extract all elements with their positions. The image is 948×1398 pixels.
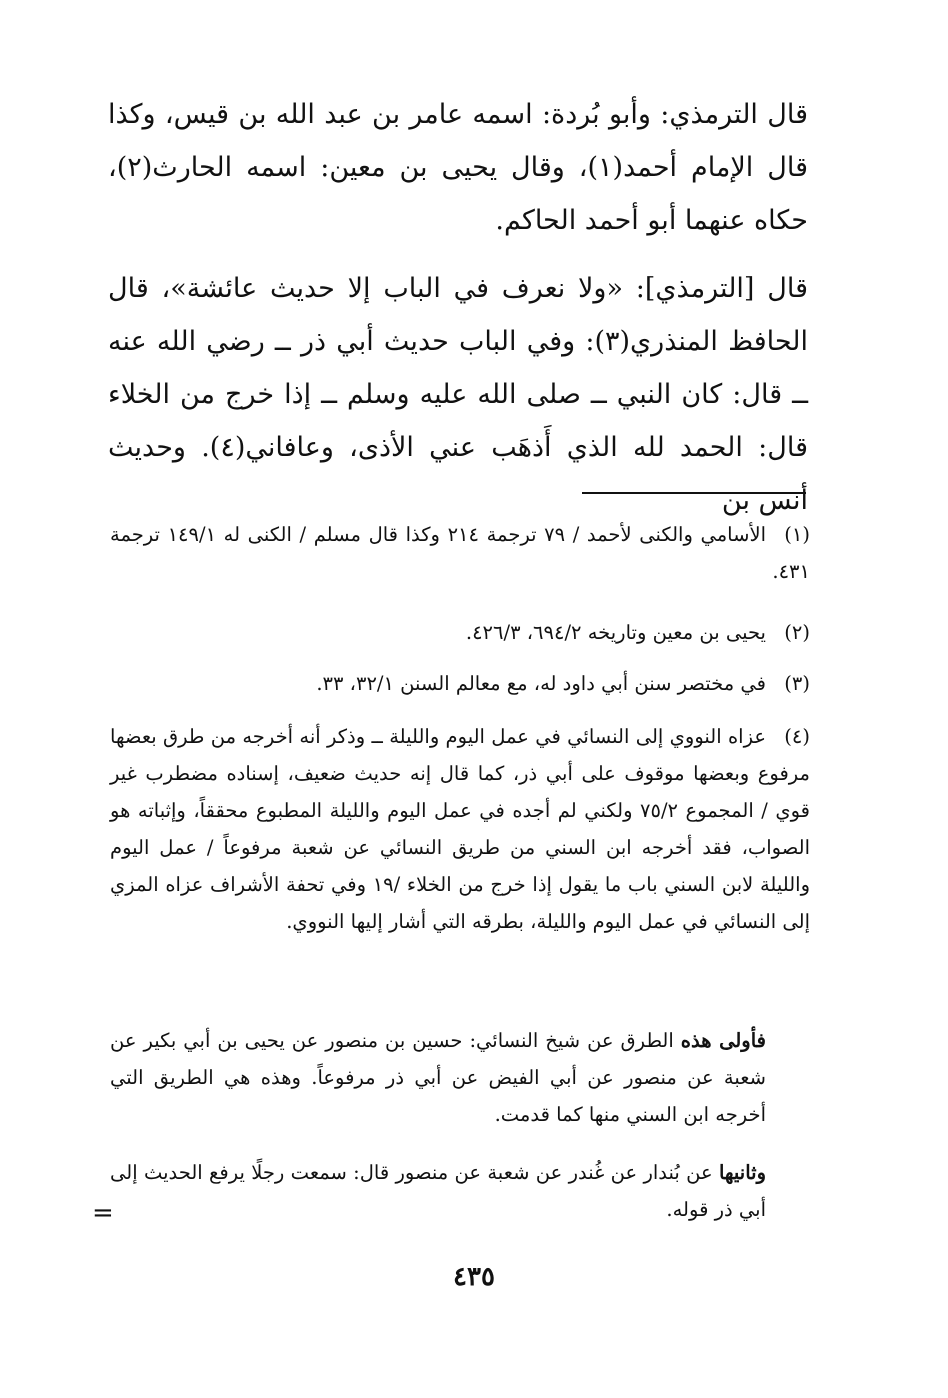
footnote-divider [582,492,806,494]
footnote-1 [110,516,810,590]
continuation-marker: = [92,1198,114,1228]
footnote-4-continuation-1-text: الطرق عن شيخ النسائي: حسين بن منصور عن يحيى بن أبي بكير عن شعبة عن منصور عن أبي الفيض عن أبي ذر مرفوعاً. وهذه هي الطريق التي أخرجه ابن السني منها كما قدمت. [110,1029,766,1126]
footnote-4-lead-first: فأولى هذه [680,1029,766,1052]
footnote-4-lead-second: وثانيها [718,1161,766,1184]
footnote-1-number: (١) [784,523,810,546]
footnote-3 [110,665,810,702]
footnote-4-continuation-2-text: عن بُندار عن غُندر عن شعبة عن منصور قال: سمعت رجلًا يرفع الحديث إلى أبي ذر قوله. [110,1161,766,1221]
footnote-2-number: (٢) [784,621,810,644]
footnote-4-number: (٤) [784,725,810,748]
footnote-2 [110,614,810,651]
footnote-4-continuation-2 [110,1154,810,1228]
footnote-3-number: (٣) [784,672,810,695]
footnote-2-text: يحيى بن معين وتاريخه ٦٩٤/٢، ٤٢٦/٣. [465,621,766,644]
main-paragraph-1: قال الترمذي: وأبو بُردة: اسمه عامر بن عبد الله بن قيس، وكذا قال الإمام أحمد(١)، وقال يحيى بن معين: اسمه الحارث(٢)، حكاه عنهما أبو أحمد الحاكم. [108,99,808,236]
page-number: ٤٣٥ [453,1262,495,1292]
footnote-3-text: في مختصر سنن أبي داود له، مع معالم السنن ٣٢/١، ٣٣. [316,672,766,695]
footnote-4 [110,718,810,940]
footnote-4-text: عزاه النووي إلى النسائي في عمل اليوم والليلة ــ وذكر أنه أخرجه من طرق بعضها مرفوع وبعضها موقوف على أبي ذر، كما قال إنه حديث ضعيف، إسناده مضطرب غير قوي / المجموع ٧٥/٢ ولكني لم أجده في عمل اليوم والليلة المطبوع محققاً، وإثباته هو الصواب، فقد أخرجه ابن السني من طريق النسائي عن شعبة مرفوعاً / عمل اليوم والليلة لابن السني باب ما يقول إذا خرج من الخلاء /١٩ وفي تحفة الأشراف عزاه المزي إلى النسائي في عمل اليوم والليلة، بطرقه التي أشار إليها النووي. [110,725,810,933]
main-paragraph-2: قال [الترمذي]: «ولا نعرف في الباب إلا حديث عائشة»، قال الحافظ المنذري(٣): وفي الباب حديث أبي ذر ــ رضي الله عنه ــ قال: كان النبي ــ صلى الله عليه وسلم ــ إذا خرج من الخلاء قال: الحمد لله الذي أَذهَب عني الأذى، وعافاني(٤). وحديث أنس بن [108,273,808,516]
footnote-1-text: الأسامي والكنى لأحمد / ٧٩ ترجمة ٢١٤ وكذا قال مسلم / الكنى له ١٤٩/١ ترجمة ٤٣١. [110,523,810,583]
footnote-4-continuation-1 [110,1022,810,1133]
